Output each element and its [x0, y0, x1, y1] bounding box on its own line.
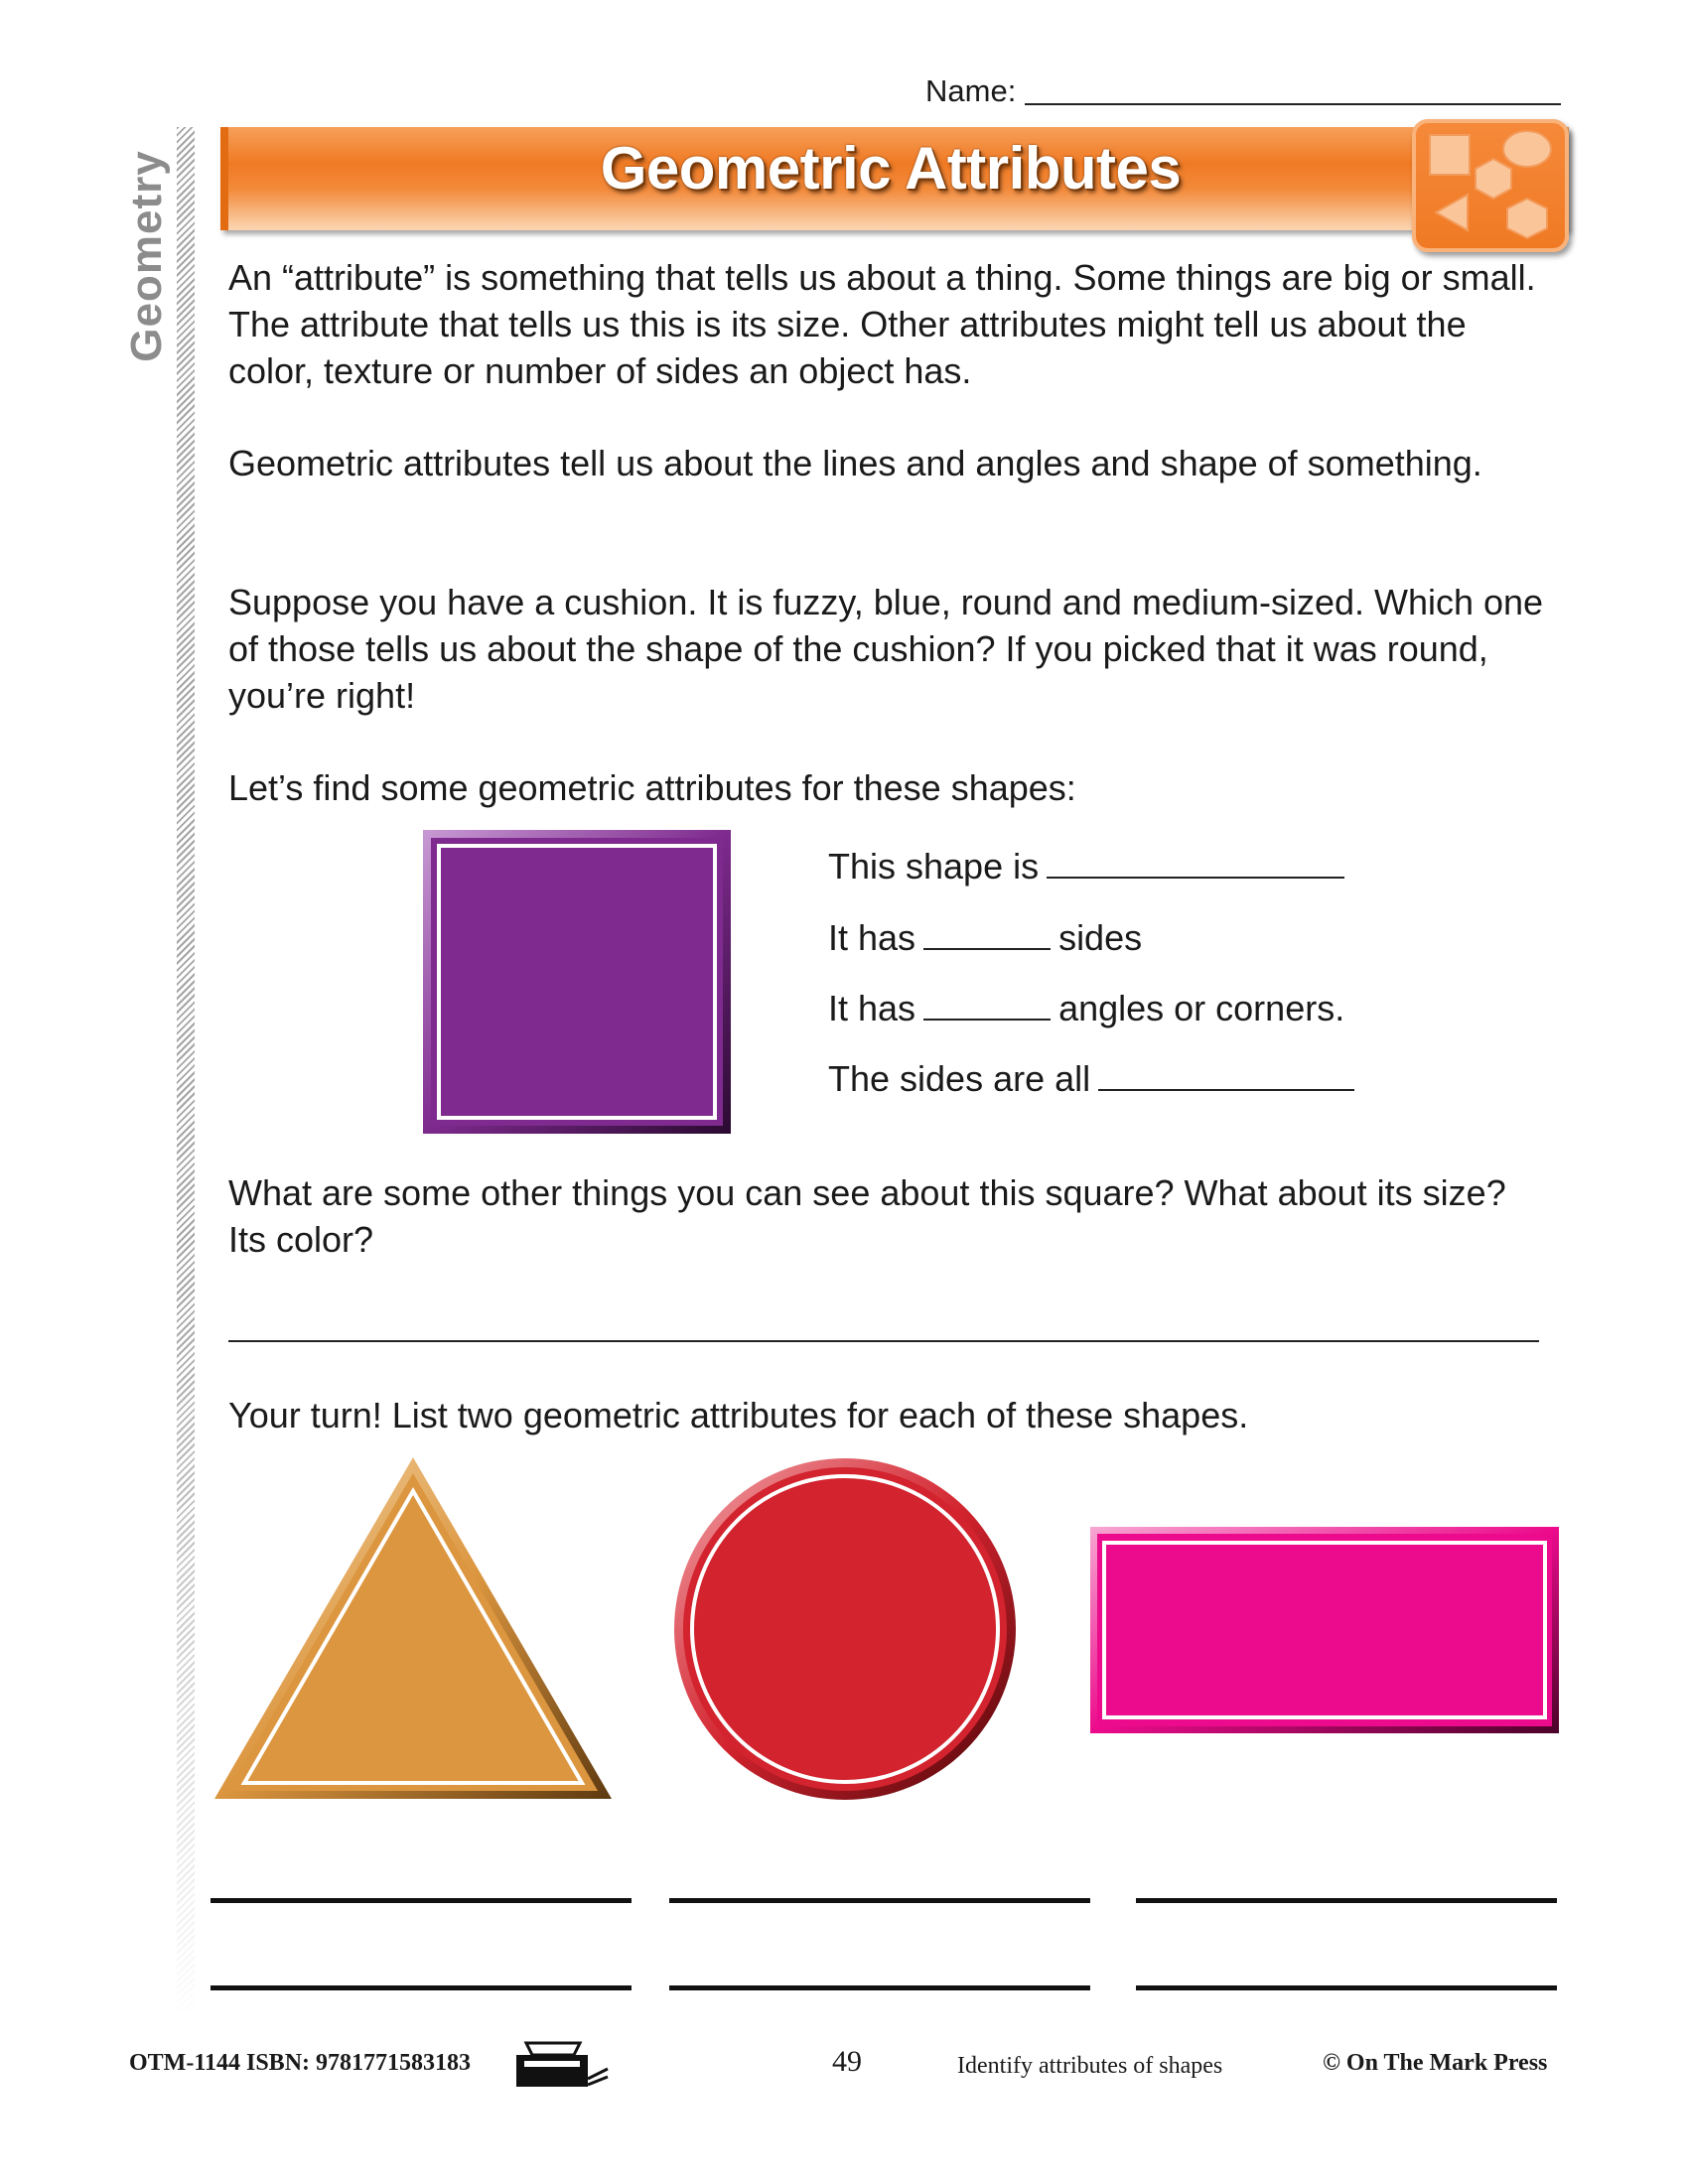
copier-icon [514, 2041, 610, 2089]
question-paragraph: What are some other things you can see about this square? What about its size? Its color? [228, 1172, 1506, 1260]
answer-blank[interactable] [923, 989, 1051, 1021]
fill-in-label: It has [828, 988, 916, 1028]
circle-answer-line-2[interactable] [669, 1985, 1090, 1990]
triangle-answer-line-2[interactable] [211, 1985, 632, 1990]
triangle-answer-line-1[interactable] [211, 1898, 632, 1903]
cushion-paragraph: Suppose you have a cushion. It is fuzzy, blue, round and medium-sized. Which one of those tells us about the shape of the cushion? If you picked that it was round, you’re right! [228, 582, 1544, 716]
footer-topic: Identify attributes of shapes [957, 2053, 1223, 2079]
answer-blank[interactable] [1098, 1059, 1354, 1091]
page-title: Geometric Attributes [600, 135, 1182, 202]
fill-in-side-lengths [828, 1058, 1362, 1100]
side-strip-fade [175, 1291, 199, 2025]
rectangle-shape [1090, 1527, 1559, 1733]
your-turn-paragraph: Your turn! List two geometric attributes for each of these shapes. [228, 1395, 1249, 1435]
name-label: Name: [925, 73, 1017, 108]
footer-copyright: © On The Mark Press [1323, 2050, 1548, 2076]
name-field[interactable] [1025, 103, 1561, 105]
rectangle-answer-line-2[interactable] [1136, 1985, 1557, 1990]
shapes-icon [1412, 119, 1569, 252]
fill-in-label: It has [828, 917, 916, 958]
intro-paragraph: An “attribute” is something that tells us about a thing. Some things are big or small. The attribute that tells us this is its size. Other attributes might tell us about the color, texture or number of sides an object has. [228, 257, 1536, 391]
page-number: 49 [832, 2045, 862, 2078]
definition-paragraph: Geometric attributes tell us about the lines and angles and shape of something. [228, 443, 1482, 483]
fill-in-angles [828, 988, 1344, 1029]
answer-line[interactable] [228, 1340, 1539, 1342]
fill-in-sides [828, 917, 1142, 959]
fill-in-label: This shape is [828, 846, 1040, 887]
instruction-paragraph: Let’s find some geometric attributes for these shapes: [228, 767, 1076, 808]
fill-in-label: The sides are all [828, 1058, 1091, 1099]
rectangle-answer-line-1[interactable] [1136, 1898, 1557, 1903]
fill-in-suffix: sides [1058, 917, 1143, 958]
section-label: Geometry [122, 150, 171, 362]
answer-blank[interactable] [923, 918, 1051, 950]
triangle-shape [214, 1457, 612, 1805]
square-shape [423, 830, 731, 1134]
fill-in-shape-name [828, 846, 1352, 887]
circle-answer-line-1[interactable] [669, 1898, 1090, 1903]
circle-shape [671, 1455, 1019, 1803]
footer-product-code: OTM-1144 ISBN: 9781771583183 [129, 2050, 472, 2076]
fill-in-suffix: angles or corners. [1058, 988, 1345, 1028]
answer-blank[interactable] [1047, 847, 1344, 879]
